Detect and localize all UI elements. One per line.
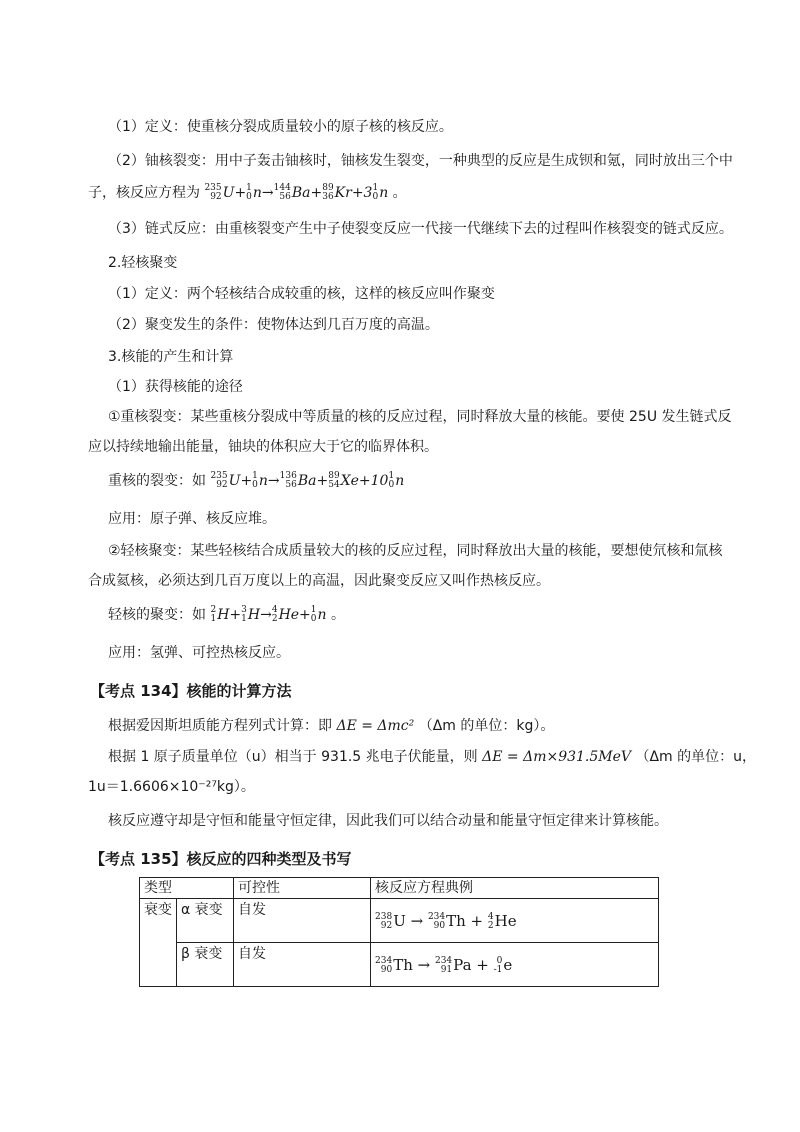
- decay-type-cell: β 衰变: [177, 943, 234, 987]
- text-line: 应用：原子弹、核反应堆。: [108, 511, 276, 527]
- control-cell: 自发: [234, 943, 371, 987]
- text-line: （2）铀核裂变：用中子轰击铀核时，铀核发生裂变，一种典型的反应是生成钡和氪，同时放出三个中: [108, 153, 733, 169]
- fission-equation: 235 92 U+ 1 0 n→ 144 56 Ba+ 89 36 Kr+3 1 0 n: [204, 183, 393, 202]
- header-type: 类型: [140, 878, 234, 899]
- beta-equation-cell: 234 90 Th → 234 91 Pa + 0 -1 e: [371, 943, 659, 987]
- reaction-types-table: [139, 877, 659, 987]
- fusion-equation: 2 1 H+ 3 1 H→ 4 2 He+ 1 0 n: [210, 605, 331, 624]
- table-header-row: [140, 878, 659, 899]
- text-line: （1）定义：使重核分裂成质量较小的原子核的核反应。: [108, 119, 453, 135]
- header-equation: 核反应方程典例: [371, 878, 659, 899]
- text-line: 子，核反应方程为 235 92 U+ 1 0 n→ 144 56 Ba+ 89 36 Kr+3 1 0 n 。: [88, 183, 407, 202]
- text-line: （1）获得核能的途径: [108, 379, 243, 395]
- table-row: [140, 899, 659, 943]
- text-line: 重核的裂变：如 235 92 U+ 1 0 n→ 136 56 Ba+ 89 54 Xe+10 1 0 n: [108, 471, 405, 490]
- text-line: （1）定义：两个轻核结合成较重的核，这样的核反应叫作聚变: [108, 286, 495, 302]
- section-heading-134: 【考点 134】核能的计算方法: [90, 682, 292, 700]
- mev-equation: ΔE = Δm×931.5MeV: [482, 749, 632, 765]
- decay-group-cell: 衰变: [140, 899, 177, 987]
- text-line: 应用：氢弹、可控热核反应。: [108, 645, 290, 661]
- control-cell: 自发: [234, 899, 371, 943]
- text-line: 3.核能的产生和计算: [108, 349, 234, 365]
- text-line: 合成氦核，必须达到几百万度以上的高温，因此聚变反应又叫作热核反应。: [88, 573, 550, 589]
- text-line: ①重核裂变：某些重核分裂成中等质量的核的反应过程，同时释放大量的核能。要使 25U 发生链式反: [108, 409, 732, 425]
- alpha-equation-cell: 238 92 U → 234 90 Th + 4 2 He: [371, 899, 659, 943]
- text-line: （2）聚变发生的条件：使物体达到几百万度的高温。: [108, 317, 439, 333]
- text-line: 轻核的聚变：如 2 1 H+ 3 1 H→ 4 2 He+ 1 0 n 。: [108, 605, 345, 624]
- decay-type-cell: α 衰变: [177, 899, 234, 943]
- table-row: [140, 943, 659, 987]
- text-line: 根据爱因斯坦质能方程列式计算：即 ΔE = Δmc² （Δm 的单位：kg）。: [108, 718, 555, 734]
- text-line: （3）链式反应：由重核裂变产生中子使裂变反应一代接一代继续下去的过程叫作核裂变的链式反应。: [108, 221, 733, 237]
- header-control: 可控性: [234, 878, 371, 899]
- text-line: ②轻核聚变：某些轻核结合成质量较大的核的反应过程，同时释放出大量的核能，要想使氘核和氚核: [108, 543, 723, 559]
- text-line: 应以持续地输出能量，铀块的体积应大于它的临界体积。: [88, 439, 438, 455]
- mass-energy-equation: ΔE = Δmc²: [336, 718, 415, 734]
- text-line: 核反应遵守却是守恒和能量守恒定律，因此我们可以结合动量和能量守恒定律来计算核能。: [108, 813, 668, 829]
- section-heading-135: 【考点 135】核反应的四种类型及书写: [90, 850, 352, 868]
- text-line: 1u＝1.6606×10⁻²⁷kg）。: [88, 779, 255, 795]
- text-line: 根据 1 原子质量单位（u）相当于 931.5 兆电子伏能量，则 ΔE = Δm×931.5MeV （Δm 的单位：u，: [108, 749, 757, 765]
- fission-example-equation: 235 92 U+ 1 0 n→ 136 56 Ba+ 89 54 Xe+10 1 0 n: [210, 471, 405, 490]
- text-line: 2.轻核聚变: [108, 255, 178, 271]
